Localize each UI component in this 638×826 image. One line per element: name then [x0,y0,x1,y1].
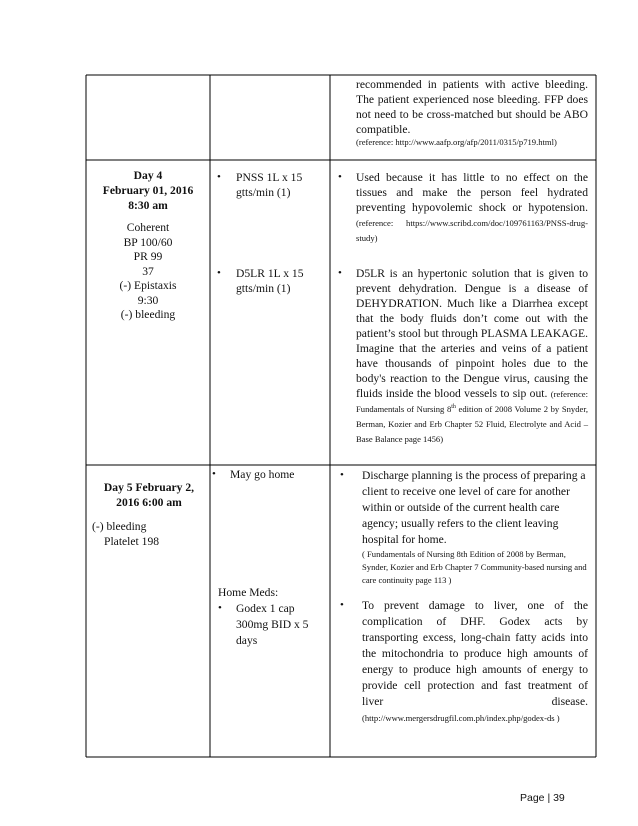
status-line: Coherent [126,221,170,234]
status-line: PR 99 [133,250,163,263]
bullet-icon: • [338,267,342,279]
rationale-reference: (http://www.mergersdrugfil.com.ph/index.php/godex-ds ) [362,713,560,723]
status-line: (-) Epistaxis [119,279,177,292]
row2-date: February 01, 2016 [102,184,194,197]
row2-rationale-1 [356,170,588,245]
row1-rationale [356,77,588,149]
row2-time: 8:30 am [128,199,168,212]
status-line: BP 100/60 [123,235,173,249]
status-line: (-) bleeding [92,520,147,533]
row2-day-header [88,168,208,213]
home-meds-label: Home Meds: [218,586,279,599]
home-med-godex: Godex 1 cap 300mg BID x 5 days [236,602,309,647]
bullet-icon: • [340,469,344,481]
row1-rationale-text: recommended in patients with active bleeding. The patient experienced nose bleeding. FFP does not need to be cross-matched but should be ABO compatible. [356,78,588,136]
bullet-icon: • [212,468,216,480]
med-line: gtts/min (1) [236,186,291,199]
status-line: 9:30 [137,293,159,307]
reference-part: edition of 2008 Volume 2 by Snyder, Berman, Kozier and Erb Chapter 52 Fluid, Electrolyte and Acid – Base Balance page 1456) [356,404,588,444]
reference-part: (reference: Fundamentals of Nursing 8 [356,389,588,414]
bullet-icon: • [338,171,342,183]
bullet-icon: • [340,599,344,611]
row2-rationale-2 [356,266,588,446]
rationale-text: Discharge planning is the process of preparing a client to receive one level of care for another within or outside of the current health care agency; usually refers to the client leaving hospital for home. [362,469,586,546]
row3-rationale-1 [362,468,588,587]
status-line: Platelet 198 [104,535,160,548]
rationale-reference: (reference: https://www.scribd.com/doc/109761163/PNSS-drug-study) [356,218,588,243]
bullet-icon: • [217,267,221,279]
row2-med-1 [236,170,328,200]
row2-status [88,221,208,323]
row2-day: Day 4 [133,169,163,182]
rationale-text: Used because it has little to no effect on the tissues and make the person feel hydrated preventing hypovolemic shock or hypotension. [356,171,588,214]
rationale-text: D5LR is an hypertonic solution that is given to prevent dehydration. Dengue is a disease of DEHYDRATION. Much like a Diarrhea except that the body fluids don’t come out with the patient’s stool but through PLASMA LEAKAGE. Imagine that the arteries and veins of a patient have thousands of pinpoint holes due to the body's reaction to the Dengue virus, causing the fluids inside the blood vessels to sip out. [356,267,588,400]
bullet-icon: • [218,602,222,614]
row2-med-2 [236,266,328,296]
med-line: D5LR 1L x 15 [236,267,304,280]
med-line: PNSS 1L x 15 [236,171,303,184]
bullet-icon: • [217,171,221,183]
reference-superscript: th [451,404,456,411]
status-line: 37 [142,264,154,278]
row1-reference: (reference: http://www.aafp.org/afp/2011/0315/p719.html) [356,137,557,147]
status-line: (-) bleeding [120,308,176,321]
page-number: Page | 39 [520,792,565,804]
rationale-reference: ( Fundamentals of Nursing 8th Edition of 2008 by Berman, Synder, Kozier and Erb Chapter 7 Community-based nursing and care continuity page 113 ) [362,549,587,585]
row3-status [92,519,206,549]
rationale-text: To prevent damage to liver, one of the complication of DHF. Godex acts by transporting excess, long-chain fatty acids into the mitochondria to produce high amounts of energy to produce high amounts of energy to provide cell protection and fast treatment of liver disease. [362,599,588,708]
med-line: gtts/min (1) [236,282,291,295]
row3-rationale-2 [362,598,588,726]
row3-day-header: Day 5 February 2, 2016 6:00 am [103,481,195,509]
row3-order: May go home [230,468,295,481]
